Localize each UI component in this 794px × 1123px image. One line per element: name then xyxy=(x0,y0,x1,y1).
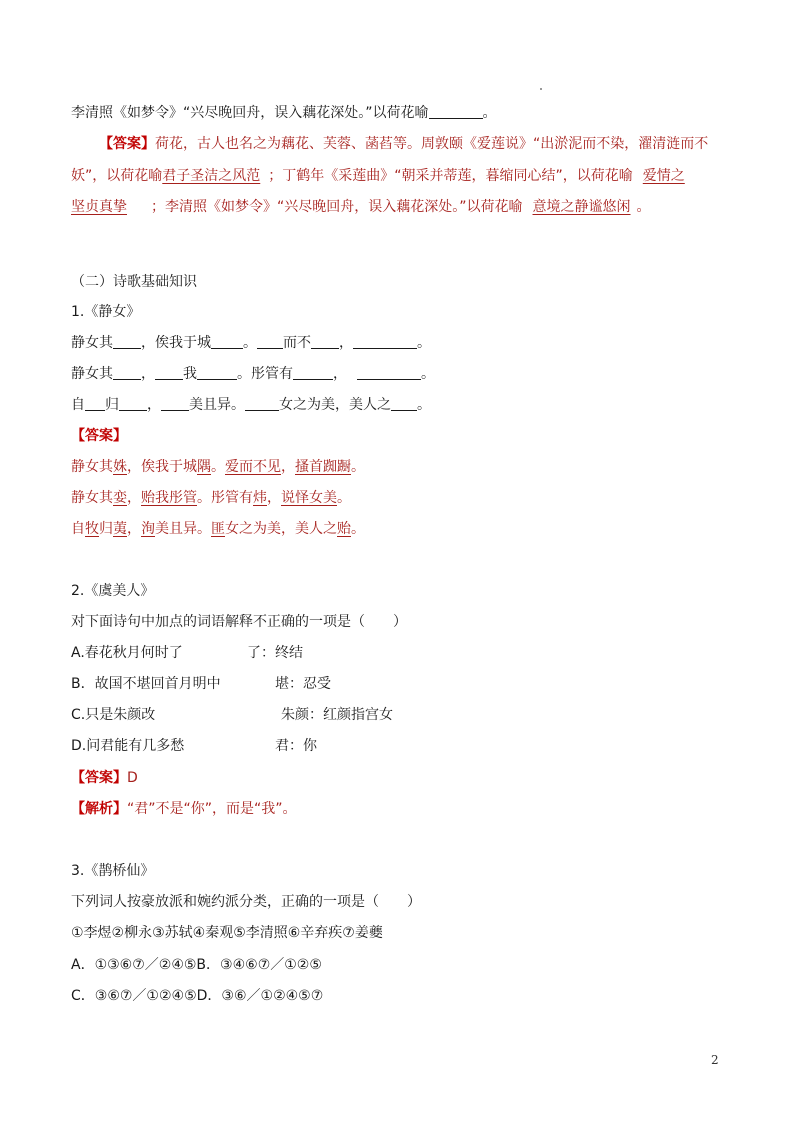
q1-answer-line-3: 自牧归荑，洵美且异。匪女之为美，美人之贻。 xyxy=(71,521,365,537)
q2-analysis: 【解析】“君”不是“你”，而是“我”。 xyxy=(71,801,297,817)
q1-answer-line-1: 静女其姝，俟我于城隅。爱而不见，搔首踟蹰。 xyxy=(71,459,365,475)
q2-option-a: A.春花秋月何时了 了：终结 xyxy=(71,645,303,661)
intro-answer-line-2: 妖”，以荷花喻君子圣洁之风范 ；丁鹤年《采莲曲》“朝采并蒂莲，暮缩同心结”，以荷花喻 爱情之 xyxy=(71,168,685,184)
intro-question-text: 李清照《如梦令》“兴尽晚回舟，误入藕花深处。”以荷花喻 xyxy=(71,105,429,121)
q3-poet-list: ①李煜②柳永③苏轼④秦观⑤李清照⑥辛弃疾⑦姜夔 xyxy=(71,925,383,941)
answer-underlined: 爱情之 xyxy=(642,168,685,184)
answer-underlined: 坚贞真挚 xyxy=(71,199,127,215)
q1-line-2: 静女其 ， 我 。彤管有 ， 。 xyxy=(71,366,435,382)
q2-option-d: D.问君能有几多愁 君：你 xyxy=(71,738,317,754)
q1-line-1: 静女其 ，俟我于城 。 而不 ， 。 xyxy=(71,335,431,351)
q2-title: 2.《虞美人》 xyxy=(71,583,155,599)
intro-question-line: 李清照《如梦令》“兴尽晚回舟，误入藕花深处。”以荷花喻 。 xyxy=(71,105,497,121)
answer-tag: 【答案】 xyxy=(99,136,155,152)
section-title: （二）诗歌基础知识 xyxy=(71,274,197,290)
blank xyxy=(429,104,483,119)
q2-answer: 【答案】D xyxy=(71,770,138,786)
answer-underlined: 意境之静谧悠闲 xyxy=(532,199,631,215)
intro-answer-line-1: 【答案】荷花，古人也名之为藕花、芙蓉、菡萏等。周敦颐《爱莲说》“出淤泥而不染，濯清涟而不 xyxy=(99,136,709,152)
q1-line-3: 自 归 ， 美且异。 女之为美，美人之 。 xyxy=(71,397,431,413)
q2-option-b: B．故国不堪回首月明中 堪：忍受 xyxy=(71,676,331,692)
q2-stem: 对下面诗句中加点的词语解释不正确的一项是（ ） xyxy=(71,614,407,630)
q3-options-ab: A．①③⑥⑦／②④⑤B．③④⑥⑦／①②⑤ xyxy=(71,957,322,973)
q2-option-c: C.只是朱颜改 朱颜：红颜指宫女 xyxy=(71,707,393,723)
q1-answer-tag: 【答案】 xyxy=(71,428,127,444)
q1-answer-line-2: 静女其娈，贻我彤管。彤管有炜，说怿女美。 xyxy=(71,490,351,506)
q1-title: 1.《静女》 xyxy=(71,304,141,320)
q3-title: 3.《鹊桥仙》 xyxy=(71,863,155,879)
q3-stem: 下列词人按豪放派和婉约派分类，正确的一项是（ ） xyxy=(71,894,421,910)
q3-options-cd: C．③⑥⑦／①②④⑤D．③⑥／①②④⑤⑦ xyxy=(71,988,324,1004)
scan-dot xyxy=(540,88,542,90)
answer-underlined: 君子圣洁之风范 xyxy=(162,168,261,184)
page-number: 2 xyxy=(711,1053,719,1067)
intro-answer-line-3: 坚贞真挚 ；李清照《如梦令》“兴尽晚回舟，误入藕花深处。”以荷花喻 意境之静谧悠闲 。 xyxy=(71,199,651,215)
